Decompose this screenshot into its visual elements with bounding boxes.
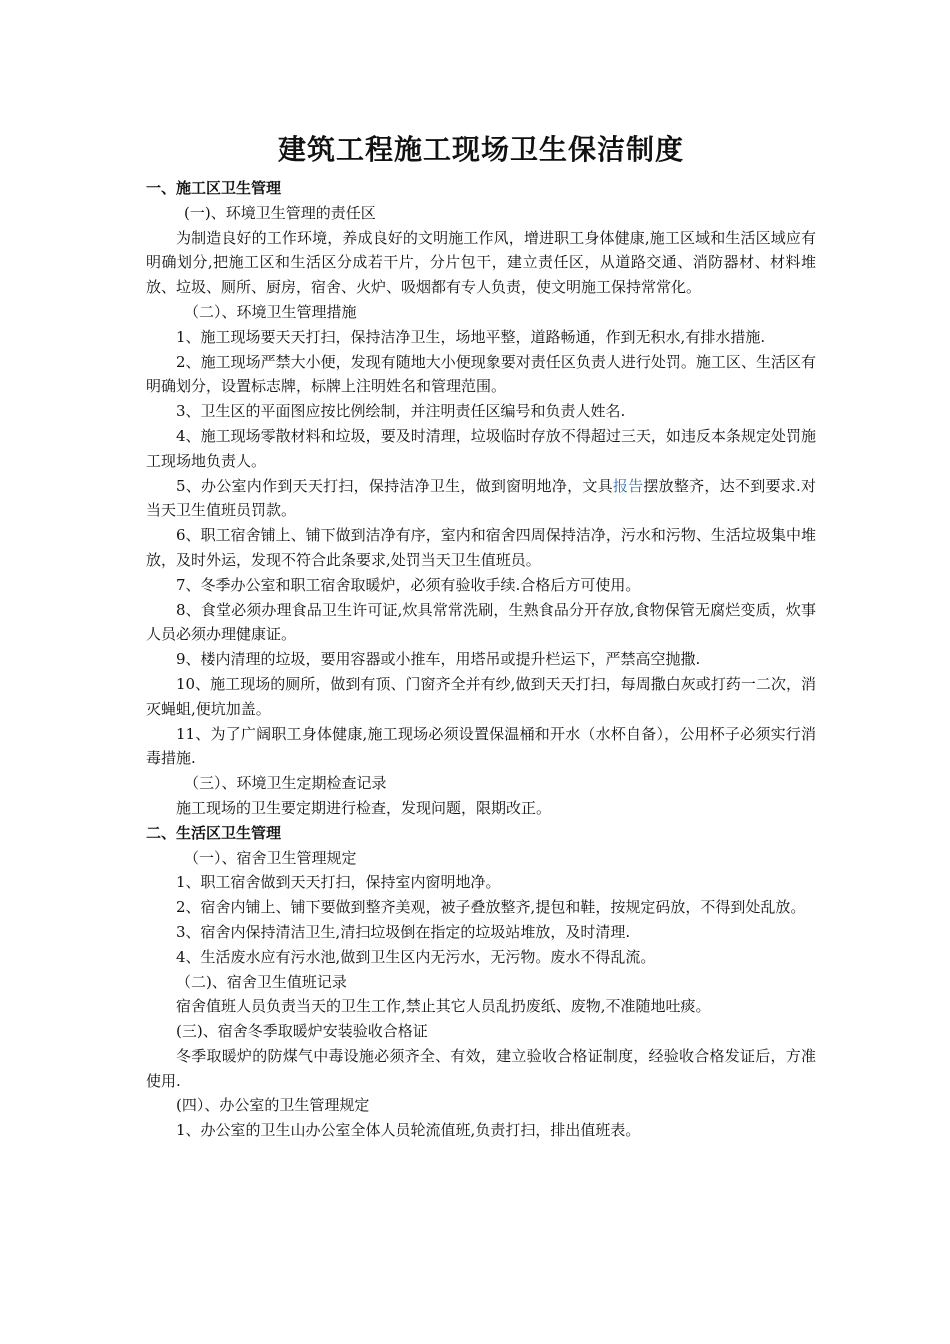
document-page [146,128,816,1143]
subsection-heading: （三）、环境卫生定期检查记录 [184,774,387,793]
list-item: 3、卫生区的平面图应按比例绘制，并注明责任区编号和负责人姓名. [176,402,626,421]
item-text: 摆放整齐，达不到要求.对当天卫生值班员罚款。 [146,476,816,520]
paragraph: 宿舍值班人员负责当天的卫生工作,禁止其它人员乱扔废纸、废物,不准随地吐痰。 [176,997,711,1016]
list-item: 4、施工现场零散材料和垃圾，要及时清理，垃圾临时存放不得超过三天，如违反本条规定处罚施工现场地负责人。 [146,426,816,470]
report-link[interactable]: 报告 [612,476,644,495]
subsection-heading: （二）、环境卫生管理措施 [184,302,357,321]
list-item: 2、宿舍内铺上、铺下要做到整齐美观，被子叠放整齐,提包和鞋，按规定码放，不得到处乱放。 [176,898,806,917]
list-item: 10、施工现场的厕所，做到有顶、门窗齐全并有纱,做到天天打扫，每周撒白灰或打药一二次，消灭蝇蛆,便坑加盖。 [146,674,816,718]
list-item: 6、职工宿舍铺上、铺下做到洁净有序，室内和宿舍四周保持洁净，污水和污物、生活垃圾集中堆放，及时外运，发现不符合此条要求,处罚当天卫生值班员。 [146,526,816,569]
list-item: 8、食堂必须办理食品卫生许可证,炊具常常洗刷，生熟食品分开存放,食物保管无腐烂变质，炊事人员必须办理健康证。 [146,600,816,644]
list-item: 4、生活废水应有污水池,做到卫生区内无污水，无污物。废水不得乱流。 [176,947,656,966]
section-heading: 二、生活区卫生管理 [146,823,282,842]
subsection-heading: (一)、环境卫生管理的责任区 [184,203,376,222]
paragraph: 施工现场的卫生要定期进行检查，发现问题，限期改正。 [176,798,552,817]
item-text: 5、办公室内作到天天打扫，保持洁净卫生，做到窗明地净，文具 [176,476,613,495]
list-item: 7、冬季办公室和职工宿舍取暖炉，必须有验收手续.合格后方可使用。 [176,575,641,594]
paragraph: 冬季取暖炉的防煤气中毒设施必须齐全、有效，建立验收合格证制度，经验收合格发证后，方准使用. [146,1046,816,1090]
list-item: 1、施工现场要天天打扫，保持洁净卫生，场地平整，道路畅通，作到无积水,有排水措施. [176,327,766,346]
list-item: 2、施工现场严禁大小便，发现有随地大小便现象要对责任区负责人进行处罚。施工区、生活区有明确划分，设置标志牌，标牌上注明姓名和管理范围。 [146,352,816,396]
list-item: 1、职工宿舍做到天天打扫，保持室内窗明地净。 [176,873,501,892]
list-item: 1、办公室的卫生山办公室全体人员轮流值班,负责打扫，排出值班表。 [176,1121,641,1140]
list-item: 11、为了广阔职工身体健康,施工现场必须设置保温桶和开水（水杯自备），公用杯子必须实行消毒措施. [146,724,816,768]
section-heading: 一、施工区卫生管理 [146,179,282,197]
list-item [146,474,816,524]
subsection-heading: （二)、宿舍卫生值班记录 [176,972,347,991]
document-title: 建筑工程施工现场卫生保洁制度 [277,133,684,166]
subsection-heading: (三)、宿舍冬季取暖炉安装验收合格证 [176,1022,428,1041]
paragraph: 为制造良好的工作环境，养成良好的文明施工作风，增进职工身体健康,施工区域和生活区域应有明确划分,把施工区和生活区分成若干片，分片包干，建立责任区，从道路交通、消防器材、材料堆放、垃圾、厕所、厨房，宿舍、火炉、吸烟都有专人负责，使文明施工保持常常化。 [146,228,816,297]
subsection-heading: (四）、办公室的卫生管理规定 [176,1096,370,1115]
list-item: 9、楼内清理的垃圾，要用容器或小推车，用塔吊或提升栏运下，严禁高空抛撒. [176,650,701,669]
list-item: 3、宿舍内保持清洁卫生,清扫垃圾倒在指定的垃圾站堆放，及时清理. [176,922,631,941]
subsection-heading: （一）、宿舍卫生管理规定 [184,848,357,867]
